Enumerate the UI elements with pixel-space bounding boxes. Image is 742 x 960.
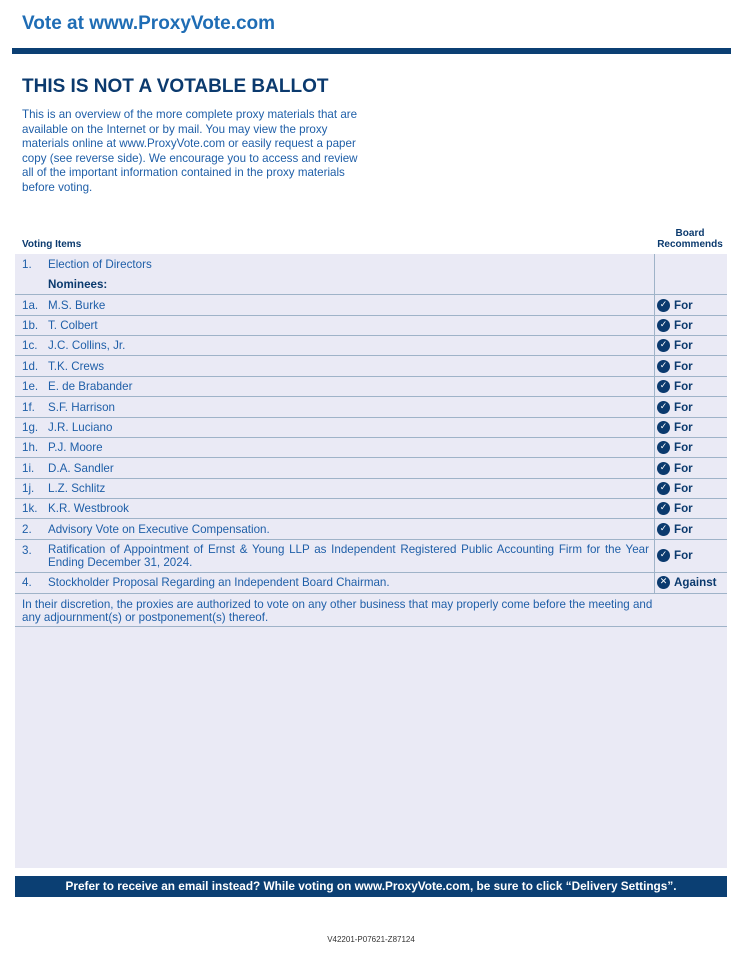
item-number: 1g. (22, 421, 39, 434)
document-control-code: V42201-P07621-Z87124 (327, 935, 415, 944)
recommendation-label: Against (674, 576, 717, 589)
voting-item-row (15, 336, 727, 356)
proxyvote-header-title: Vote at www.ProxyVote.com (22, 13, 276, 34)
check-circle-icon: ✓ (657, 299, 670, 312)
recommendation-label: For (674, 421, 693, 434)
check-circle-icon: ✓ (657, 360, 670, 373)
board-recommendation (657, 462, 693, 475)
check-circle-icon: ✓ (657, 523, 670, 536)
item-number: 1d. (22, 360, 39, 373)
board-recommendation (657, 523, 693, 536)
item-text: P.J. Moore (48, 441, 103, 454)
recommendation-label: For (674, 549, 693, 562)
discretion-rule (15, 626, 727, 627)
item-number: 3. (22, 544, 32, 557)
recommendation-label: For (674, 502, 693, 515)
board-recommendation (657, 576, 717, 589)
item-number: 1e. (22, 380, 39, 393)
board-recommendation (657, 441, 693, 454)
item-text: D.A. Sandler (48, 462, 114, 475)
voting-item-row (15, 398, 727, 418)
item-text: L.Z. Schlitz (48, 482, 106, 495)
item-text: S.F. Harrison (48, 401, 116, 414)
header-rule (12, 48, 731, 54)
item-number: 2. (22, 523, 32, 536)
board-recommendation (657, 360, 693, 373)
nominees-label: Nominees: (48, 278, 108, 291)
voting-item-row (15, 377, 727, 397)
voting-item-row (15, 357, 727, 377)
recommendation-label: For (674, 319, 693, 332)
recommendation-label: For (674, 339, 693, 352)
item-number: 1f. (22, 401, 35, 414)
board-recommendation (657, 421, 693, 434)
item-number: 4. (22, 576, 32, 589)
board-recommendation (657, 502, 693, 515)
item-text: Ratification of Appointment of Ernst & Young LLP as Independent Registered Public Accounting Firm for the Year Ending December 31, 2024. (48, 543, 649, 569)
check-circle-icon: ✓ (657, 319, 670, 332)
check-circle-icon: ✓ (657, 482, 670, 495)
voting-item-row (15, 255, 727, 275)
recommendation-label: For (674, 441, 693, 454)
nominees-label-row (15, 275, 727, 295)
item-text: T. Colbert (48, 319, 98, 332)
check-circle-icon: ✓ (657, 549, 670, 562)
board-recommends-header: Board Recommends (657, 228, 723, 250)
recommendation-label: For (674, 360, 693, 373)
check-circle-icon: ✓ (657, 462, 670, 475)
not-votable-heading: THIS IS NOT A VOTABLE BALLOT (22, 76, 329, 97)
x-circle-icon: ✕ (657, 576, 670, 589)
recommendation-label: For (674, 401, 693, 414)
item-text: M.S. Burke (48, 299, 106, 312)
recommendation-label: For (674, 523, 693, 536)
check-circle-icon: ✓ (657, 502, 670, 515)
check-circle-icon: ✓ (657, 380, 670, 393)
item-number: 1h. (22, 441, 39, 454)
item-text: K.R. Westbrook (48, 502, 129, 515)
item-text: J.R. Luciano (48, 421, 113, 434)
item-text: Election of Directors (48, 258, 152, 271)
check-circle-icon: ✓ (657, 441, 670, 454)
voting-item-row (15, 499, 727, 519)
item-text: Advisory Vote on Executive Compensation. (48, 523, 270, 536)
item-number: 1b. (22, 319, 39, 332)
board-recommendation (657, 339, 693, 352)
voting-item-row (15, 540, 727, 573)
voting-item-row (15, 438, 727, 458)
board-recommendation (657, 401, 693, 414)
item-text: T.K. Crews (48, 360, 105, 373)
item-text: J.C. Collins, Jr. (48, 339, 126, 352)
board-recommendation (657, 319, 693, 332)
check-circle-icon: ✓ (657, 339, 670, 352)
board-recommendation (657, 380, 693, 393)
item-number: 1a. (22, 299, 39, 312)
check-circle-icon: ✓ (657, 421, 670, 434)
board-recommendation (657, 549, 693, 562)
recommendation-label: For (674, 380, 693, 393)
recommendation-label: For (674, 299, 693, 312)
check-circle-icon: ✓ (657, 401, 670, 414)
discretion-text: In their discretion, the proxies are authorized to vote on any other business that may properly come before the meeting and any adjournment(s) or postponement(s) thereof. (22, 598, 653, 624)
item-number: 1j. (22, 482, 35, 495)
voting-item-row (15, 296, 727, 316)
voting-item-row (15, 479, 727, 499)
item-text: E. de Brabander (48, 380, 133, 393)
recommendation-label: For (674, 462, 693, 475)
item-number: 1. (22, 258, 32, 271)
item-number: 1k. (22, 502, 38, 515)
board-recommendation (657, 482, 693, 495)
intro-paragraph: This is an overview of the more complete proxy materials that are available on the Internet or by mail. You may view the proxy materials online at www.ProxyVote.com or easily request a paper copy (see reverse side). We encourage you to access and review all of the important information contained in the proxy materials before voting. (22, 108, 358, 194)
item-number: 1i. (22, 462, 35, 475)
voting-item-row (15, 459, 727, 479)
board-recommendation (657, 299, 693, 312)
recommendation-label: For (674, 482, 693, 495)
voting-item-row (15, 418, 727, 438)
item-text: Stockholder Proposal Regarding an Independent Board Chairman. (48, 576, 390, 589)
voting-item-row (15, 520, 727, 540)
item-number: 1c. (22, 339, 38, 352)
voting-item-row (15, 316, 727, 336)
delivery-settings-banner: Prefer to receive an email instead? While voting on www.ProxyVote.com, be sure to click “Delivery Settings”. (15, 876, 727, 897)
voting-items-header: Voting Items (22, 239, 82, 250)
voting-item-row (15, 573, 727, 594)
